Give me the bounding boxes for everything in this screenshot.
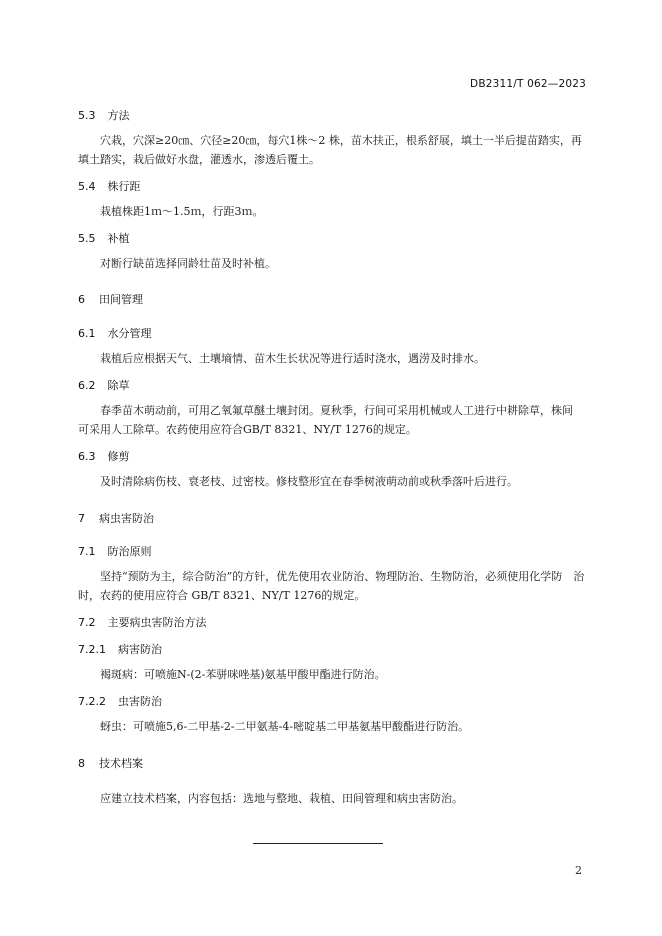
heading-title: 补植 <box>107 232 130 245</box>
heading-7-1 <box>78 543 586 559</box>
heading-title: 除草 <box>107 379 130 392</box>
end-of-document-rule <box>253 843 383 844</box>
heading-number: 6.3 <box>78 450 96 463</box>
heading-5-5 <box>78 230 586 246</box>
heading-number: 5.3 <box>78 109 96 122</box>
paragraph-6-3: 及时清除病伤枝、衰老枝、过密枝。修枝整形宜在春季树液萌动前或秋季落叶后进行。 <box>100 475 518 488</box>
document-code: DB2311/T 062—2023 <box>470 78 586 90</box>
heading-title: 株行距 <box>107 180 141 193</box>
page-number: 2 <box>575 864 582 877</box>
paragraph-5-5: 对断行缺苗选择同龄壮苗及时补植。 <box>100 257 276 270</box>
heading-number: 8 <box>78 757 85 770</box>
heading-number: 7 <box>78 512 85 525</box>
heading-title: 技术档案 <box>99 757 143 770</box>
heading-number: 7.2.1 <box>78 643 106 656</box>
heading-6-3 <box>78 448 586 464</box>
heading-6-2 <box>78 377 586 393</box>
heading-number: 6.1 <box>78 327 96 340</box>
heading-number: 6 <box>78 293 85 306</box>
paragraph-8: 应建立技术档案，内容包括：选地与整地、栽植、田间管理和病虫害防治。 <box>100 792 463 805</box>
heading-title: 虫害防治 <box>118 695 162 708</box>
heading-number: 7.2.2 <box>78 695 106 708</box>
heading-title: 病虫害防治 <box>99 512 154 525</box>
paragraph-7-2-1: 褐斑病：可喷施N-(2-苯骈咪唑基)氨基甲酸甲酯进行防治。 <box>100 668 386 681</box>
heading-6-1 <box>78 325 586 341</box>
heading-title: 病害防治 <box>118 643 162 656</box>
heading-7-2-1 <box>78 641 586 657</box>
paragraph-7-1: 坚持“预防为主，综合防治”的方针，优先使用农业防治、物理防治、生物防治，必须使用化学防 治时，农药的使用应符合 GB/T 8321、NY/T 1276的规定。 <box>78 570 585 602</box>
paragraph-6-1: 栽植后应根据天气、土壤墒情、苗木生长状况等进行适时浇水，遇涝及时排水。 <box>100 352 485 365</box>
heading-title: 修剪 <box>107 450 130 463</box>
paragraph-5-3: 穴栽，穴深≥20㎝、穴径≥20㎝，每穴1株～2 株，苗木扶正，根系舒展，填土一半后提苗踏实，再填土踏实，栽后做好水盘，灌透水，渗透后覆土。 <box>78 134 582 166</box>
paragraph-7-2-2: 蚜虫：可喷施5,6-二甲基-2-二甲氨基-4-嘧啶基二甲基氨基甲酸酯进行防治。 <box>100 720 470 733</box>
paragraph-6-2: 春季苗木萌动前，可用乙氧氟草醚土壤封闭。夏秋季，行间可采用机械或人工进行中耕除草，株间 可采用人工除草。农药使用应符合GB/T 8321、NY/T 1276的规定。 <box>78 404 584 436</box>
heading-6 <box>78 291 586 307</box>
heading-7 <box>78 510 586 526</box>
heading-number: 6.2 <box>78 379 96 392</box>
heading-7-2 <box>78 614 586 630</box>
heading-title: 田间管理 <box>99 293 143 306</box>
heading-number: 7.1 <box>78 545 96 558</box>
heading-5-4 <box>78 178 586 194</box>
heading-number: 5.5 <box>78 232 96 245</box>
heading-title: 方法 <box>107 109 130 122</box>
heading-8 <box>78 755 586 771</box>
heading-title: 主要病虫害防治方法 <box>107 616 207 629</box>
heading-7-2-2 <box>78 693 586 709</box>
paragraph-5-4: 栽植株距1ｍ～1.5ｍ，行距3ｍ。 <box>100 205 264 218</box>
heading-number: 5.4 <box>78 180 96 193</box>
heading-title: 防治原则 <box>107 545 152 558</box>
heading-5-3 <box>78 107 586 123</box>
heading-number: 7.2 <box>78 616 96 629</box>
heading-title: 水分管理 <box>107 327 152 340</box>
